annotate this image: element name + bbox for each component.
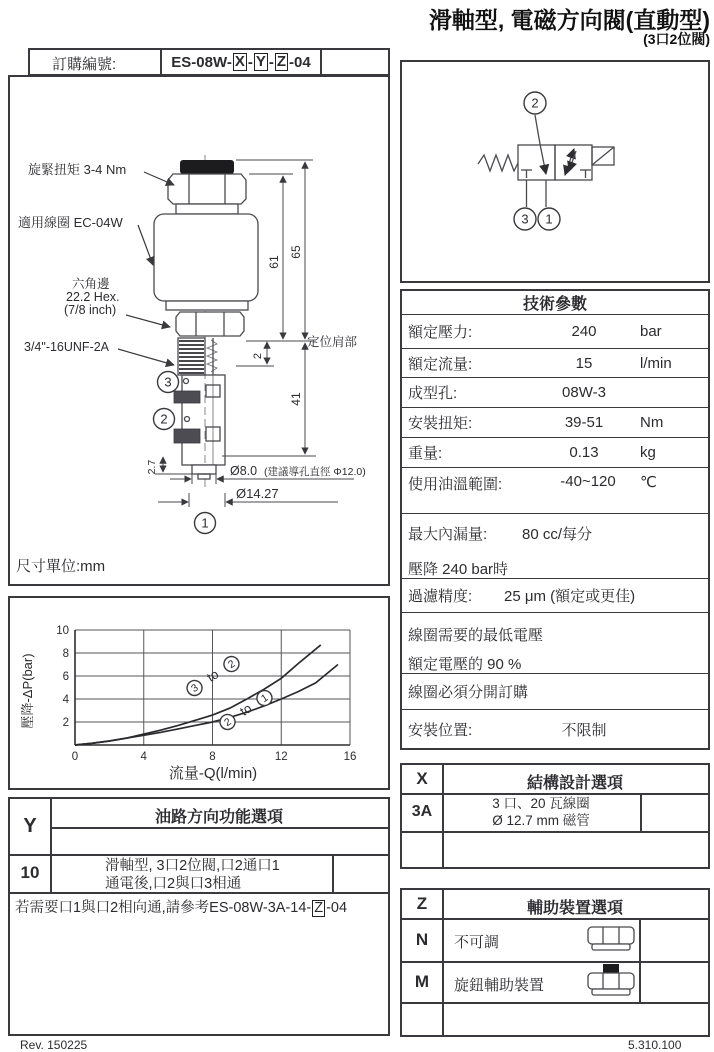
dim-2: 2 <box>252 352 264 360</box>
hex-label-line3: (7/8 inch) <box>64 303 117 317</box>
hex-nut-icon <box>584 924 638 956</box>
y-option-desc-line1: 滑軸型, 3口2位閥,口2通口1 <box>105 858 280 874</box>
leakage-label: 最大內漏量: <box>408 526 488 543</box>
torque-label: 旋緊扭矩 3-4 Nm <box>28 162 127 177</box>
symbol-port-markers <box>514 92 560 230</box>
divider <box>50 827 388 829</box>
chart-y-axis-label: 壓降-ΔP(bar) <box>20 653 35 729</box>
x-option-row-code: 3A <box>411 803 433 820</box>
order-code-x: X <box>234 53 245 71</box>
tech-row-mounting <box>402 710 708 748</box>
y-options-note <box>15 896 383 917</box>
tech-row-filtration <box>402 579 708 613</box>
z-options-title: 輔助裝置選項 <box>526 900 623 917</box>
tech-value: -40~120 <box>560 473 616 490</box>
curve-label-2to1-digit-b: 1 <box>259 691 271 706</box>
svg-text:6: 6 <box>62 671 69 683</box>
tech-label: 安裝扭矩: <box>408 415 473 432</box>
svg-text:16: 16 <box>343 751 357 763</box>
curve-label-2to1-digit-a: 2 <box>222 715 234 730</box>
y-function-options-table <box>8 797 390 1036</box>
divider <box>402 1002 708 1004</box>
tech-unit: Nm <box>640 414 664 431</box>
tech-label: 重量: <box>408 445 443 462</box>
y-tick-labels <box>56 625 69 729</box>
hydraulic-symbol-panel <box>400 60 710 283</box>
z-auxiliary-options-table <box>400 888 710 1037</box>
leakage-condition: 壓降 240 bar時 <box>408 561 509 578</box>
svg-text:8: 8 <box>62 648 69 660</box>
order-code-y: Y <box>255 53 266 71</box>
drawing-port-2: 2 <box>160 411 168 427</box>
y-note-z: Z <box>314 900 324 916</box>
y-note-prefix: 若需要口1與口2相向通,請參考ES-08W-3A-14- <box>15 900 312 916</box>
page-title: 滑軸型, 電磁方向閥(直動型) <box>428 7 710 33</box>
tech-row-rated-flow <box>402 349 708 378</box>
mounting-value: 不限制 <box>561 721 607 739</box>
tech-row-cavity <box>402 378 708 408</box>
divider <box>442 890 444 1035</box>
y-options-title: 油路方向功能選項 <box>154 809 283 826</box>
x-option-desc-line2: Ø 12.7 mm 磁管 <box>492 812 590 828</box>
order-code-z: Z <box>276 53 287 71</box>
dia-14-27-label: Ø14.27 <box>236 486 279 501</box>
order-code-dash2: - <box>268 53 274 71</box>
curve-label-2to1-mid: to <box>237 700 255 719</box>
coil-label: 適用線圈 EC-04W <box>18 215 123 230</box>
tech-row-leakage <box>402 514 708 579</box>
symbol-port-3: 3 <box>521 211 529 227</box>
svg-text:12: 12 <box>274 751 288 763</box>
x-options-title: 結構設計選項 <box>526 775 623 792</box>
divider <box>402 793 708 795</box>
divider <box>639 918 641 1002</box>
valve-cross-section-drawing <box>10 77 388 584</box>
technical-parameters-table <box>400 289 710 750</box>
divider <box>402 831 708 833</box>
drawing-port-3: 3 <box>164 374 172 390</box>
curve-label-3to2-digit-b: 2 <box>226 657 238 672</box>
tech-label: 額定流量: <box>408 355 473 373</box>
svg-text:4: 4 <box>62 694 69 706</box>
hydraulic-symbol <box>402 62 708 281</box>
dim-61: 61 <box>267 255 281 269</box>
tech-value: 39-51 <box>564 414 604 431</box>
y-option-code: Y <box>23 815 37 837</box>
pressure-drop-chart-panel <box>8 596 390 790</box>
tech-row-coil-order <box>402 674 708 710</box>
divider <box>640 793 642 831</box>
hex-label-line1: 六角邊 <box>72 277 110 291</box>
order-code <box>160 48 322 76</box>
order-number-label: 訂購編號: <box>52 56 117 73</box>
tech-unit: ℃ <box>640 474 657 491</box>
z-option-row-m-code: M <box>414 971 430 991</box>
y-option-row-desc <box>105 857 335 893</box>
svg-text:2: 2 <box>62 717 69 729</box>
x-structure-options-table <box>400 763 710 869</box>
valve-symbol-body <box>478 115 614 207</box>
order-code-dash1: - <box>247 53 253 71</box>
tech-value: 08W-3 <box>562 384 606 401</box>
document-number: 5.310.100 <box>628 1038 682 1052</box>
tech-row-oil-temp <box>402 468 708 514</box>
x-option-code: X <box>416 769 428 788</box>
x-tick-labels <box>72 751 357 763</box>
divider <box>332 854 334 892</box>
valve-body <box>154 160 258 479</box>
hex-nut-knob-icon <box>584 963 638 1001</box>
drawing-port-1: 1 <box>201 515 209 531</box>
tech-table-title: 技術參數 <box>402 291 708 315</box>
divider <box>50 799 52 892</box>
order-number-box <box>28 48 390 76</box>
dia-8-label: Ø8.0 <box>230 464 258 478</box>
shoulder-label: 定位肩部 <box>307 335 358 349</box>
curve-label-3to2-digit-a: 3 <box>189 681 201 696</box>
chart-x-axis-label: 流量-Q(l/min) <box>168 765 258 782</box>
svg-text:0: 0 <box>71 751 79 763</box>
svg-text:8: 8 <box>209 751 216 763</box>
svg-text:10: 10 <box>56 625 69 637</box>
z-option-row-n-code: N <box>415 929 429 949</box>
x-option-row-desc <box>442 796 640 830</box>
z-option-row-n-desc: 不可調 <box>454 934 500 951</box>
y-option-row-code: 10 <box>20 863 40 882</box>
curve-label-3to2-mid: to <box>204 666 222 685</box>
tech-row-rated-pressure <box>402 315 708 349</box>
valve-drawing-panel <box>8 75 390 586</box>
chart-gridlines <box>75 630 350 745</box>
dim-41: 41 <box>289 392 303 406</box>
tech-unit: bar <box>640 323 662 340</box>
tech-label: 額定壓力: <box>408 324 473 341</box>
tech-value: 15 <box>575 354 593 372</box>
internal-spring <box>207 340 217 372</box>
filtration-value: 25 μm (額定或更佳) <box>504 588 636 605</box>
order-code-prefix: ES-08W- <box>171 53 232 71</box>
tech-value: 0.13 <box>569 444 599 461</box>
divider <box>402 918 708 920</box>
hex-label-line2: 22.2 Hex. <box>66 290 120 304</box>
tech-label: 使用油溫範圍: <box>408 476 503 493</box>
x-option-desc-line1: 3 口、20 瓦線圈 <box>492 796 590 811</box>
coil-voltage-line2: 額定電壓的 90 % <box>408 656 522 673</box>
mounting-label: 安裝位置: <box>408 721 473 739</box>
dim-2-7: 2.7 <box>146 459 158 475</box>
tech-unit: kg <box>640 444 656 461</box>
tech-value: 240 <box>571 323 597 340</box>
thread-hatching <box>179 341 204 373</box>
pressure-drop-chart <box>10 598 388 788</box>
dim-65: 65 <box>289 245 303 259</box>
symbol-port-2: 2 <box>531 95 539 111</box>
order-code-suffix: -04 <box>289 53 311 71</box>
page-subtitle: (3口2位閥) <box>643 31 710 47</box>
thread-label: 3/4"-16UNF-2A <box>24 340 110 354</box>
z-option-code: Z <box>416 894 428 913</box>
divider <box>402 961 708 963</box>
tech-row-install-torque <box>402 408 708 438</box>
dia-8-note: (建議導孔直徑 Φ12.0) <box>264 466 366 478</box>
y-note-suffix: -04 <box>326 900 348 916</box>
coil-order-note: 線圈必須分開訂購 <box>408 684 529 701</box>
tech-unit: l/min <box>640 354 672 372</box>
z-option-row-m-desc: 旋鈕輔助裝置 <box>454 977 545 994</box>
spring-symbol <box>478 155 518 171</box>
coil-voltage-line1: 線圈需要的最低電壓 <box>408 627 544 644</box>
dimension-units-note: 尺寸單位:mm <box>16 558 106 575</box>
tech-row-coil-voltage <box>402 613 708 674</box>
y-option-desc-line2: 通電後,口2與口3相通 <box>105 876 242 893</box>
svg-text:4: 4 <box>140 751 147 763</box>
filtration-label: 過濾精度: <box>408 588 473 605</box>
divider <box>10 892 388 894</box>
tech-row-weight <box>402 438 708 468</box>
tech-label: 成型孔: <box>408 385 458 402</box>
revision-note: Rev. 150225 <box>20 1038 88 1052</box>
leakage-value: 80 cc/每分 <box>522 526 593 543</box>
symbol-port-1: 1 <box>545 211 553 227</box>
